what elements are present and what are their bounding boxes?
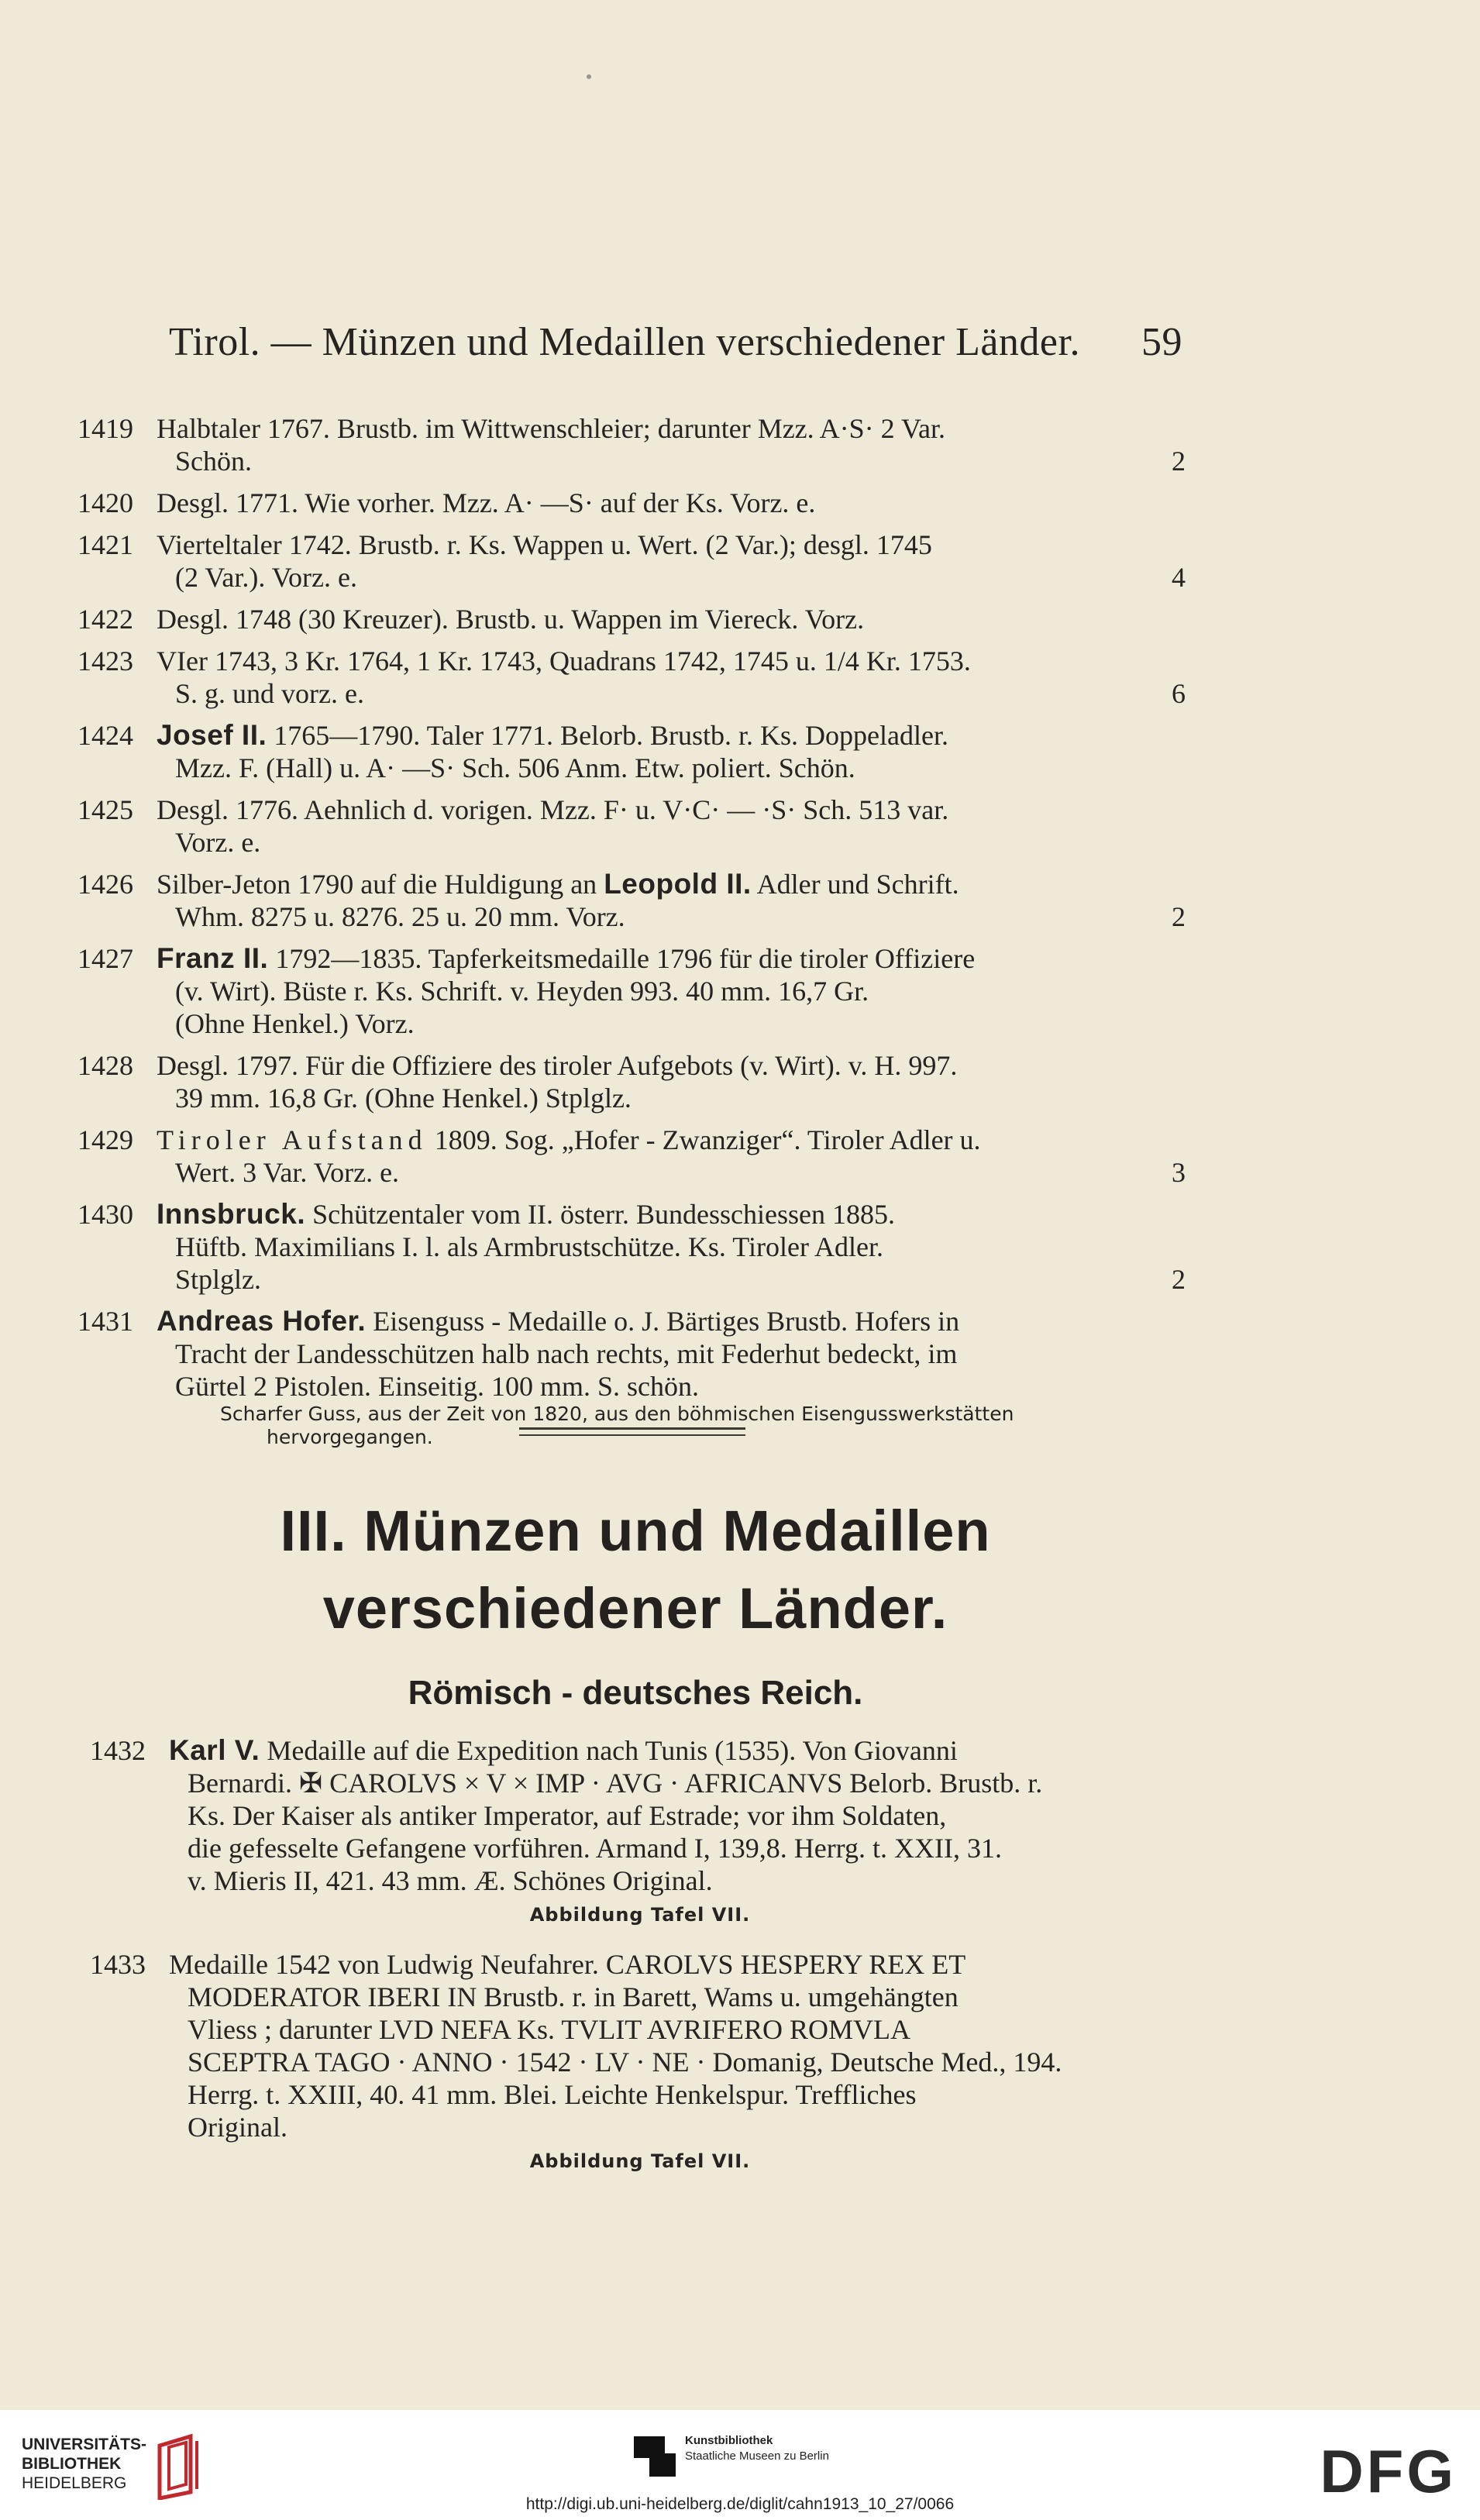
entry-number: 1419 [77, 413, 133, 444]
source-url: http://digi.ub.uni-heidelberg.de/diglit/cahn1913_10_27/0066 [525, 2495, 955, 2513]
kunstbibliothek-icon [634, 2433, 676, 2480]
entry-line [157, 1370, 1162, 1403]
entry-segment: (2 Var.). Vorz. e. [175, 562, 357, 593]
entry-line [157, 487, 1162, 519]
entry-number: 1429 [77, 1124, 133, 1155]
entry-line [169, 2046, 1167, 2078]
catalogue-entry [77, 528, 1186, 594]
entry-text [169, 1734, 1167, 1897]
entry-text [157, 794, 1162, 859]
entry-segment: Stplglz. [175, 1264, 262, 1295]
entry-line [169, 1948, 1167, 1981]
entry-number: 1426 [77, 869, 133, 900]
entry-segment: Wert. 3 Var. Vorz. e. [175, 1157, 400, 1188]
entry-number: 1428 [77, 1050, 133, 1081]
entry-text [169, 1948, 1167, 2143]
entry-line [157, 1156, 1186, 1189]
entry-number: 1427 [77, 943, 133, 974]
catalogue-entry [77, 487, 1186, 519]
entry-line [157, 900, 1186, 933]
entry-line [169, 2078, 1167, 2111]
catalogue-entry [77, 794, 1186, 859]
kb-line2: Staatliche Museen zu Berlin [685, 2449, 829, 2463]
entry-line [157, 868, 1162, 900]
entry-line [157, 1231, 1162, 1263]
entry-segment: v. Mieris II, 421. 43 mm. Æ. Schönes Original. [188, 1865, 713, 1896]
dfg-logo: DFG [1320, 2437, 1457, 2505]
entry-price: 2 [1172, 1264, 1186, 1295]
catalogue-entry [77, 412, 1186, 477]
entry-heading: Innsbruck. [157, 1198, 306, 1230]
catalogue-entry [90, 1734, 1190, 1931]
entry-segment: Vierteltaler 1742. Brustb. r. Ks. Wappen u. Wert. (2 Var.); desgl. 1745 [157, 529, 932, 560]
university-library-icon [152, 2430, 206, 2500]
section-title-line2: verschiedener Länder. [322, 1576, 948, 1640]
entry-number: 1432 [90, 1735, 146, 1766]
entry-number: 1431 [77, 1306, 133, 1337]
entry-line [157, 719, 1162, 752]
entry-heading: Josef II. [157, 719, 267, 751]
entry-segment: (Ohne Henkel.) Vorz. [175, 1008, 415, 1039]
entry-line [157, 1049, 1162, 1082]
entry-line [169, 1767, 1167, 1799]
entry-segment: MODERATOR IBERI IN Brustb. r. in Barett, Wams u. umgehängten [188, 1981, 959, 2012]
entry-number: 1421 [77, 529, 133, 560]
entry-segment: S. g. und vorz. e. [175, 678, 364, 709]
catalogue-entry [77, 868, 1186, 933]
entry-line [157, 752, 1162, 784]
entry-line [157, 603, 1162, 635]
entry-segment: Schützentaler vom II. österr. Bundesschiessen 1885. [305, 1199, 895, 1230]
plate-reference: Abbildung Tafel VII. [529, 2150, 751, 2172]
entry-line [157, 1124, 1162, 1156]
page-number: 59 [1141, 320, 1182, 364]
entry-line [169, 1734, 1167, 1767]
entry-line [157, 1007, 1162, 1040]
uni-line2: BIBLIOTHEK [22, 2455, 122, 2473]
speck [587, 74, 591, 79]
entry-line [157, 412, 1162, 445]
reich-entries [90, 1734, 1190, 2195]
entry-segment: SCEPTRA TAGO · ANNO · 1542 · LV · NE · Domanig, Deutsche Med., 194. [188, 2047, 1062, 2078]
entry-heading: Franz II. [157, 942, 269, 974]
entry-segment: 1792—1835. Tapferkeitsmedaille 1796 für die tiroler Offiziere [268, 943, 976, 974]
entry-segment: Desgl. 1797. Für die Offiziere des tiroler Aufgebots (v. Wirt). v. H. 997. [157, 1050, 958, 1081]
tirol-entries [77, 412, 1186, 1458]
entry-line [157, 445, 1186, 477]
entry-segment: die gefesselte Gefangene vorführen. Armand I, 139,8. Herrg. t. XXII, 31. [188, 1833, 1002, 1864]
entry-text [157, 942, 1162, 1040]
entry-number: 1422 [77, 604, 133, 635]
entry-segment: Adler und Schrift. [751, 869, 959, 900]
entry-segment: Silber-Jeton 1790 auf die Huldigung an [157, 869, 604, 900]
entry-segment: Bernardi. ✠ CAROLVS × V × IMP · AVG · AFRICANVS Belorb. Brustb. r. [188, 1768, 1043, 1799]
entry-segment: Schön. [175, 446, 252, 477]
entry-heading: Karl V. [169, 1734, 260, 1766]
entry-number: 1425 [77, 794, 133, 825]
entry-text [157, 719, 1162, 784]
entry-segment: Whm. 8275 u. 8276. 25 u. 20 mm. Vorz. [175, 901, 625, 932]
plate-reference: Abbildung Tafel VII. [529, 1904, 751, 1926]
entry-segment: Vorz. e. [175, 827, 261, 858]
subsection-title: Römisch - deutsches Reich. [408, 1674, 863, 1712]
entry-text [157, 645, 1186, 710]
entry-number: 1420 [77, 487, 133, 518]
entry-segment: Halbtaler 1767. Brustb. im Wittwenschleier; darunter Mzz. A·S· 2 Var. [157, 413, 946, 444]
entry-segment: Medaille 1542 von Ludwig Neufahrer. CAROLVS HESPERY REX ET [169, 1949, 966, 1980]
entry-price: 6 [1172, 678, 1186, 709]
catalogue-entry [77, 603, 1186, 635]
entry-number: 1430 [77, 1199, 133, 1230]
entry-segment: Mzz. F. (Hall) u. A· —S· Sch. 506 Anm. Etw. poliert. Schön. [175, 752, 855, 783]
entry-line [157, 794, 1162, 826]
entry-line [157, 1198, 1162, 1231]
entry-line [157, 942, 1162, 975]
entry-text [157, 1198, 1186, 1296]
catalogue-entry [77, 645, 1186, 710]
entry-number: 1433 [90, 1949, 146, 1980]
entry-text [157, 1124, 1186, 1189]
entry-segment: Ks. Der Kaiser als antiker Imperator, auf Estrade; vor ihm Soldaten, [188, 1800, 947, 1831]
entry-segment: Eisenguss - Medaille o. J. Bärtiges Brustb. Hofers in [366, 1306, 960, 1337]
entry-number: 1423 [77, 645, 133, 676]
entry-line [169, 1832, 1167, 1864]
university-library-logo-text [22, 2435, 146, 2493]
entry-segment: Desgl. 1748 (30 Kreuzer). Brustb. u. Wappen im Viereck. Vorz. [157, 604, 865, 635]
uni-line1: UNIVERSITÄTS- [22, 2436, 147, 2453]
entry-line [157, 1337, 1162, 1370]
entry-line [157, 1305, 1162, 1337]
entry-segment: VIer 1743, 3 Kr. 1764, 1 Kr. 1743, Quadrans 1742, 1745 u. 1/4 Kr. 1753. [157, 645, 971, 676]
catalogue-entry [77, 1124, 1186, 1189]
entry-price: 3 [1172, 1157, 1186, 1188]
catalogue-entry [90, 1948, 1190, 2177]
footer-bar [0, 2410, 1480, 2520]
catalogue-entry [77, 719, 1186, 784]
entry-line [157, 561, 1186, 594]
section-title-line1: III. Münzen und Medaillen [280, 1499, 991, 1563]
entry-text [157, 603, 1162, 635]
running-head-title: Tirol. — Münzen und Medaillen verschiedener Länder. [169, 320, 1080, 364]
catalogue-entry [77, 1198, 1186, 1296]
catalogue-entry [77, 1049, 1186, 1114]
uni-line3: HEIDELBERG [22, 2474, 127, 2492]
entry-number: 1424 [77, 720, 133, 751]
entry-segment: Herrg. t. XXIII, 40. 41 mm. Blei. Leichte Henkelspur. Treffliches [188, 2079, 917, 2110]
entry-line [157, 975, 1162, 1007]
entry-segment: Gürtel 2 Pistolen. Einseitig. 100 mm. S. schön. [175, 1371, 699, 1402]
section-divider-bottom [519, 1434, 745, 1436]
entry-segment: Desgl. 1776. Aehnlich d. vorigen. Mzz. F· u. V·C· — ·S· Sch. 513 var. [157, 794, 949, 825]
entry-text [157, 868, 1186, 933]
note-line: Scharfer Guss, aus der Zeit von 1820, aus den böhmischen Eisengusswerkstätten [220, 1403, 1014, 1425]
entry-segment: 1809. Sog. „Hofer - Zwanziger“. Tiroler Adler u. [427, 1124, 981, 1155]
entry-segment: Tracht der Landesschützen halb nach rechts, mit Federhut bedeckt, im [175, 1338, 958, 1369]
catalogue-entry [77, 942, 1186, 1040]
entry-note [220, 1403, 1186, 1449]
entry-text [157, 487, 1162, 519]
entry-segment: Tiroler Aufstand [157, 1124, 428, 1155]
entry-line [169, 1981, 1167, 2013]
entry-line [157, 677, 1186, 710]
running-head [169, 319, 1182, 365]
entry-line [157, 826, 1162, 859]
section-divider-top [519, 1427, 745, 1430]
entry-text [157, 412, 1186, 477]
entry-price: 4 [1172, 562, 1186, 593]
entry-segment: Desgl. 1771. Wie vorher. Mzz. A· —S· auf der Ks. Vorz. e. [157, 487, 816, 518]
entry-line [169, 1864, 1167, 1897]
entry-segment: (v. Wirt). Büste r. Ks. Schrift. v. Heyden 993. 40 mm. 16,7 Gr. [175, 976, 869, 1007]
entry-segment: Original. [188, 2112, 287, 2143]
entry-segment: 39 mm. 16,8 Gr. (Ohne Henkel.) Stplglz. [175, 1083, 632, 1114]
entry-text [157, 528, 1186, 594]
note-line: hervorgegangen. [267, 1426, 433, 1448]
kb-line1: Kunstbibliothek [685, 2434, 773, 2447]
entry-segment: Medaille auf die Expedition nach Tunis (1535). Von Giovanni [260, 1735, 958, 1766]
entry-price: 2 [1172, 901, 1186, 932]
entry-line [157, 645, 1162, 677]
entry-text [157, 1305, 1162, 1403]
entry-line [157, 1263, 1186, 1296]
entry-line [157, 528, 1162, 561]
entry-segment: 1765—1790. Taler 1771. Belorb. Brustb. r. Ks. Doppeladler. [267, 720, 948, 751]
entry-heading: Leopold II. [604, 868, 752, 900]
entry-price: 2 [1172, 446, 1186, 477]
entry-heading: Andreas Hofer. [157, 1305, 367, 1337]
entry-segment: Hüftb. Maximilians I. l. als Armbrustschütze. Ks. Tiroler Adler. [175, 1231, 883, 1262]
entry-line [169, 1799, 1167, 1832]
entry-text [157, 1049, 1162, 1114]
entry-line [169, 2111, 1167, 2143]
entry-line [169, 2013, 1167, 2046]
entry-segment: Vliess ; darunter LVD NEFA Ks. TVLIT AVRIFERO ROMVLA [188, 2014, 911, 2045]
entry-line [157, 1082, 1162, 1114]
